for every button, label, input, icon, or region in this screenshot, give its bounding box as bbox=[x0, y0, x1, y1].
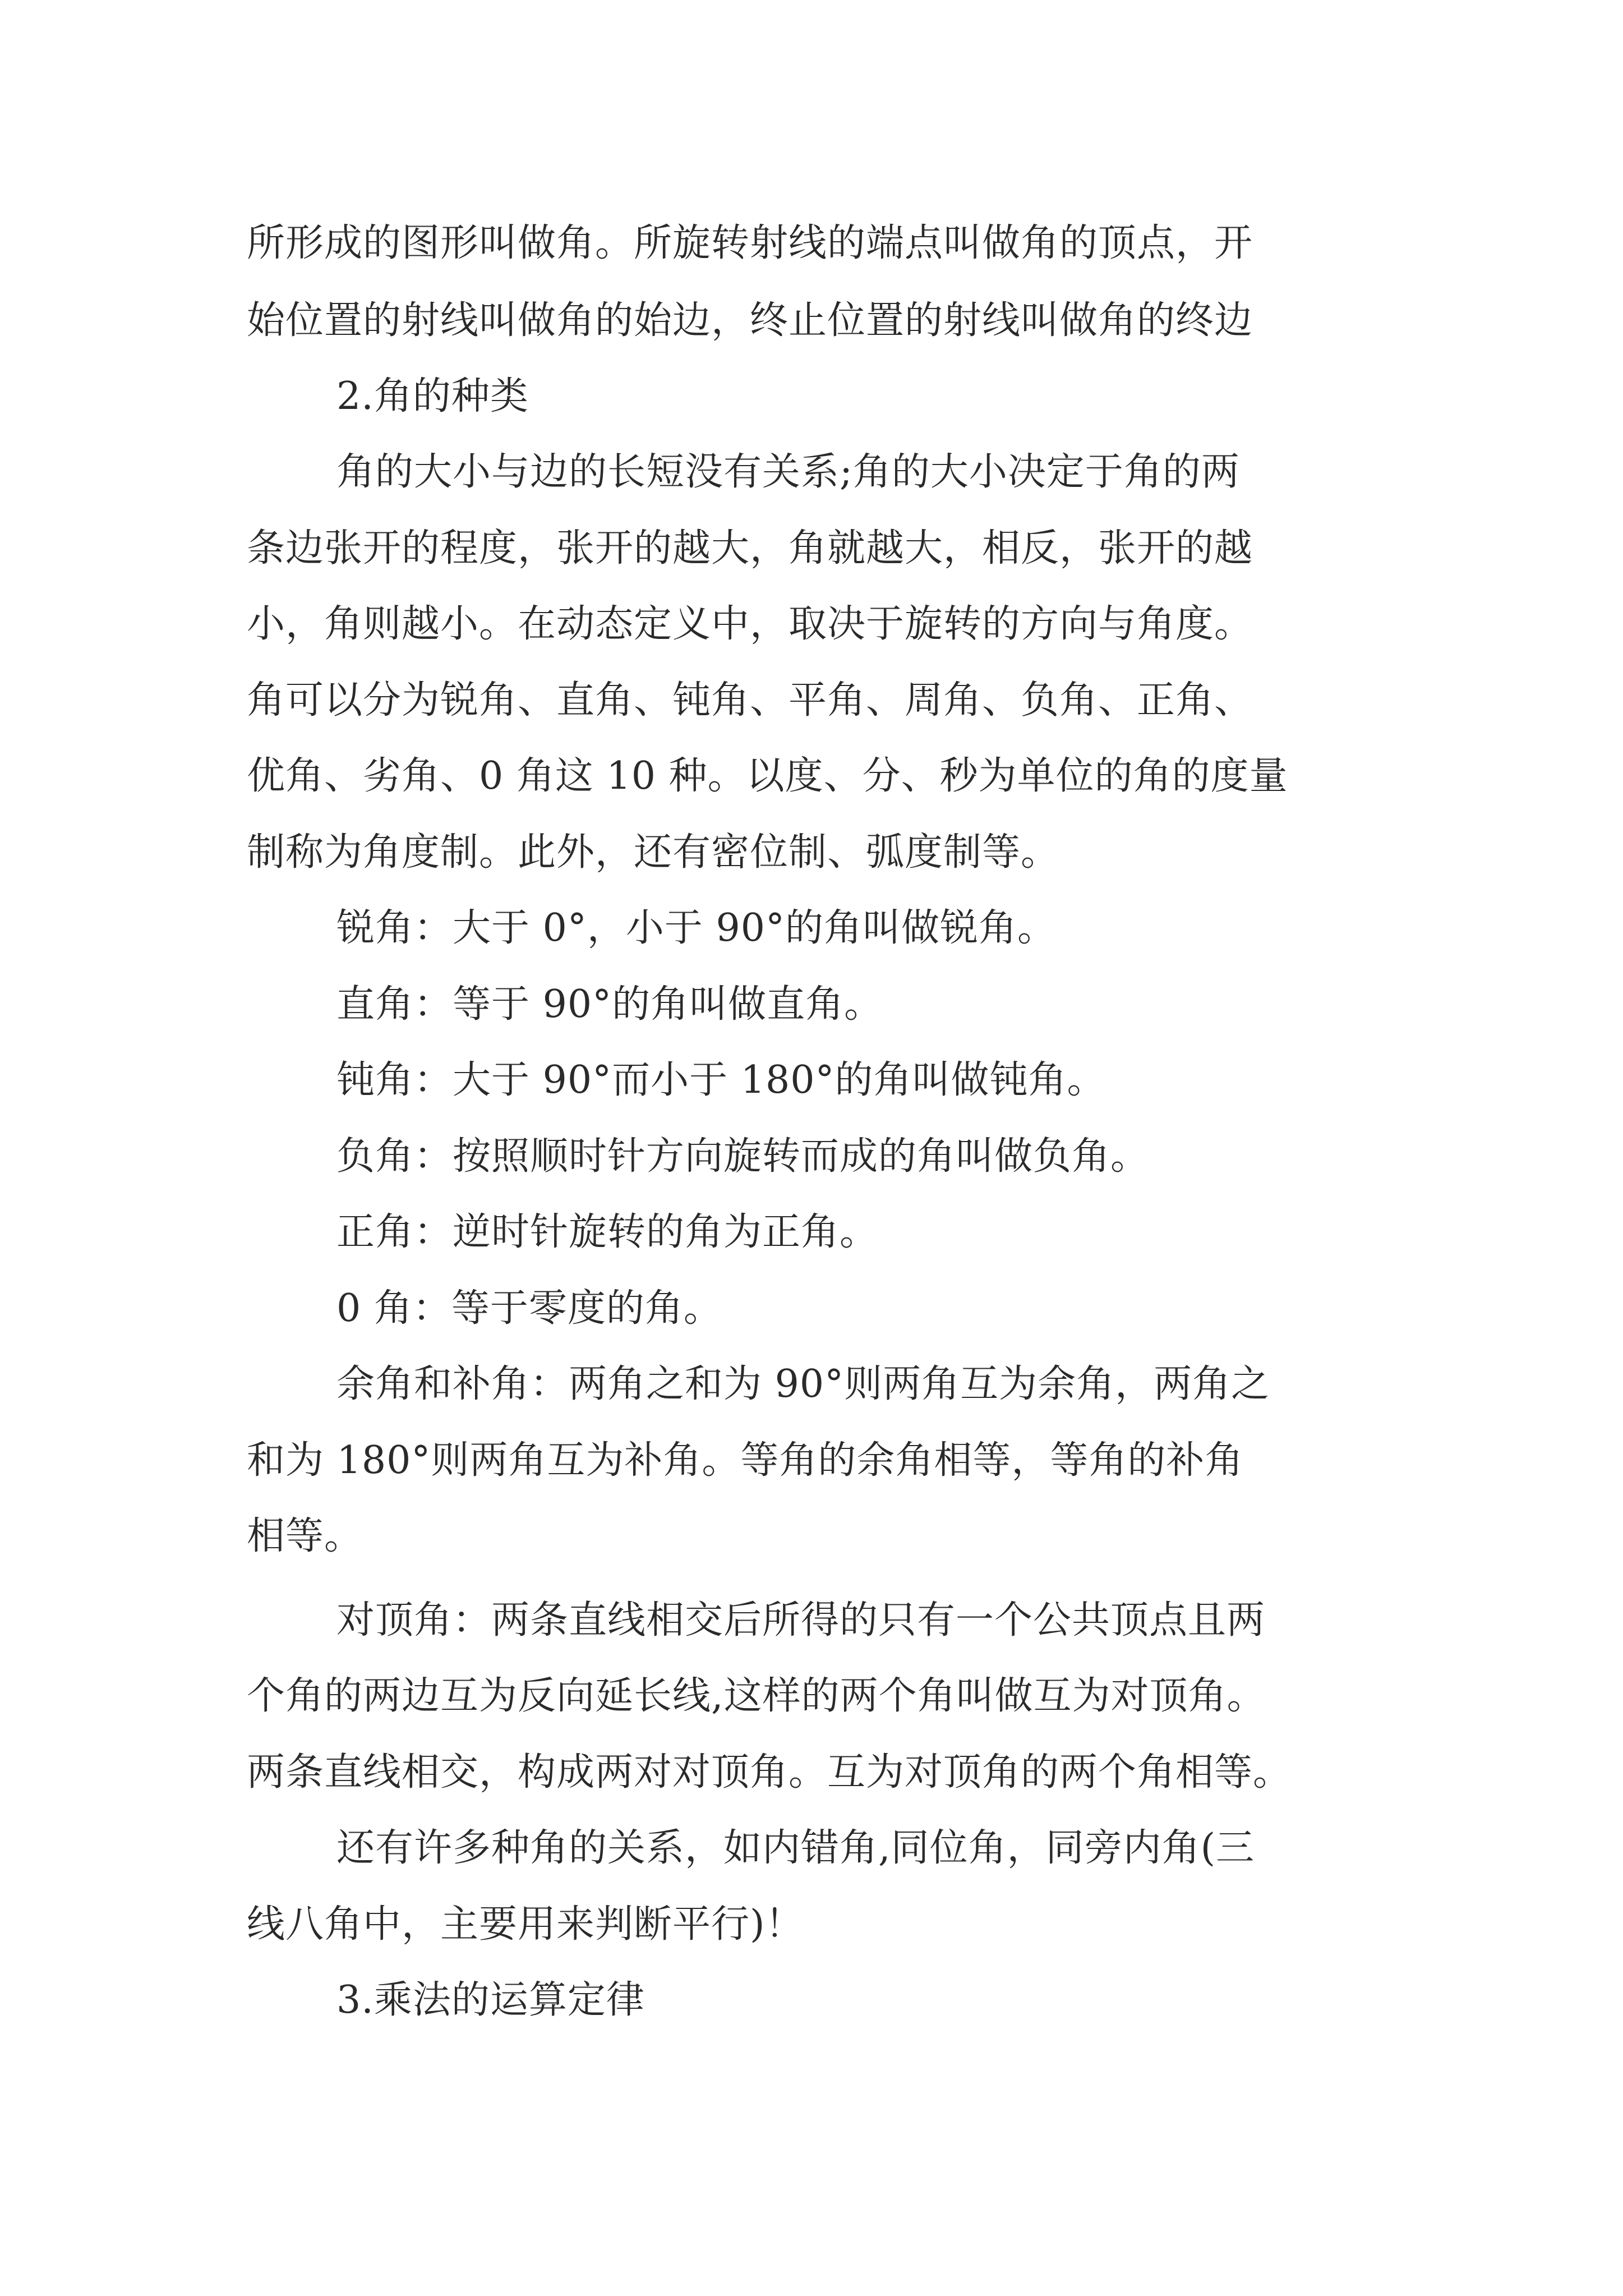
paragraph-line: 相等。 bbox=[247, 1514, 363, 1558]
paragraph-line: 个角的两边互为反向延长线,这样的两个角叫做互为对顶角。 bbox=[247, 1674, 1266, 1718]
paragraph-line: 小，角则越小。在动态定义中，取决于旋转的方向与角度。 bbox=[247, 602, 1253, 646]
paragraph-line: 制称为角度制。此外，还有密位制、弧度制等。 bbox=[247, 830, 1060, 875]
paragraph-line: 角可以分为锐角、直角、钝角、平角、周角、负角、正角、 bbox=[247, 678, 1253, 723]
paragraph-line: 和为 180°则两角互为补角。等角的余角相等，等角的补角 bbox=[247, 1438, 1244, 1483]
paragraph-line: 优角、劣角、0 角这 10 种。以度、分、秒为单位的角的度量 bbox=[247, 754, 1288, 798]
definition-line: 正角：逆时针旋转的角为正角。 bbox=[336, 1210, 879, 1254]
section-heading: 2.角的种类 bbox=[336, 374, 529, 418]
definition-line: 0 角：等于零度的角。 bbox=[336, 1286, 722, 1331]
paragraph-line: 条边张开的程度，张开的越大，角就越大，相反，张开的越 bbox=[247, 526, 1253, 570]
paragraph-line: 两条直线相交，构成两对对顶角。互为对顶角的两个角相等。 bbox=[247, 1750, 1292, 1795]
paragraph-line: 所形成的图形叫做角。所旋转射线的端点叫做角的顶点，开 bbox=[247, 221, 1253, 265]
paragraph-line: 角的大小与边的长短没有关系;角的大小决定于角的两 bbox=[336, 450, 1240, 494]
paragraph-line: 始位置的射线叫做角的始边，终止位置的射线叫做角的终边 bbox=[247, 298, 1253, 343]
section-heading: 3.乘法的运算定律 bbox=[336, 1978, 645, 2022]
definition-line: 钝角：大于 90°而小于 180°的角叫做钝角。 bbox=[336, 1058, 1106, 1102]
paragraph-line: 线八角中，主要用来判断平行)！ bbox=[247, 1902, 804, 1947]
definition-line: 负角：按照顺时针方向旋转而成的角叫做负角。 bbox=[336, 1134, 1150, 1179]
paragraph-line: 还有许多种角的关系，如内错角,同位角，同旁内角(三 bbox=[336, 1826, 1255, 1870]
definition-line: 直角：等于 90°的角叫做直角。 bbox=[336, 982, 883, 1027]
definition-line: 锐角：大于 0°，小于 90°的角叫做锐角。 bbox=[336, 906, 1057, 950]
paragraph-line: 余角和补角：两角之和为 90°则两角互为余角，两角之 bbox=[336, 1362, 1270, 1406]
paragraph-line: 对顶角：两条直线相交后所得的只有一个公共顶点且两 bbox=[336, 1598, 1266, 1642]
